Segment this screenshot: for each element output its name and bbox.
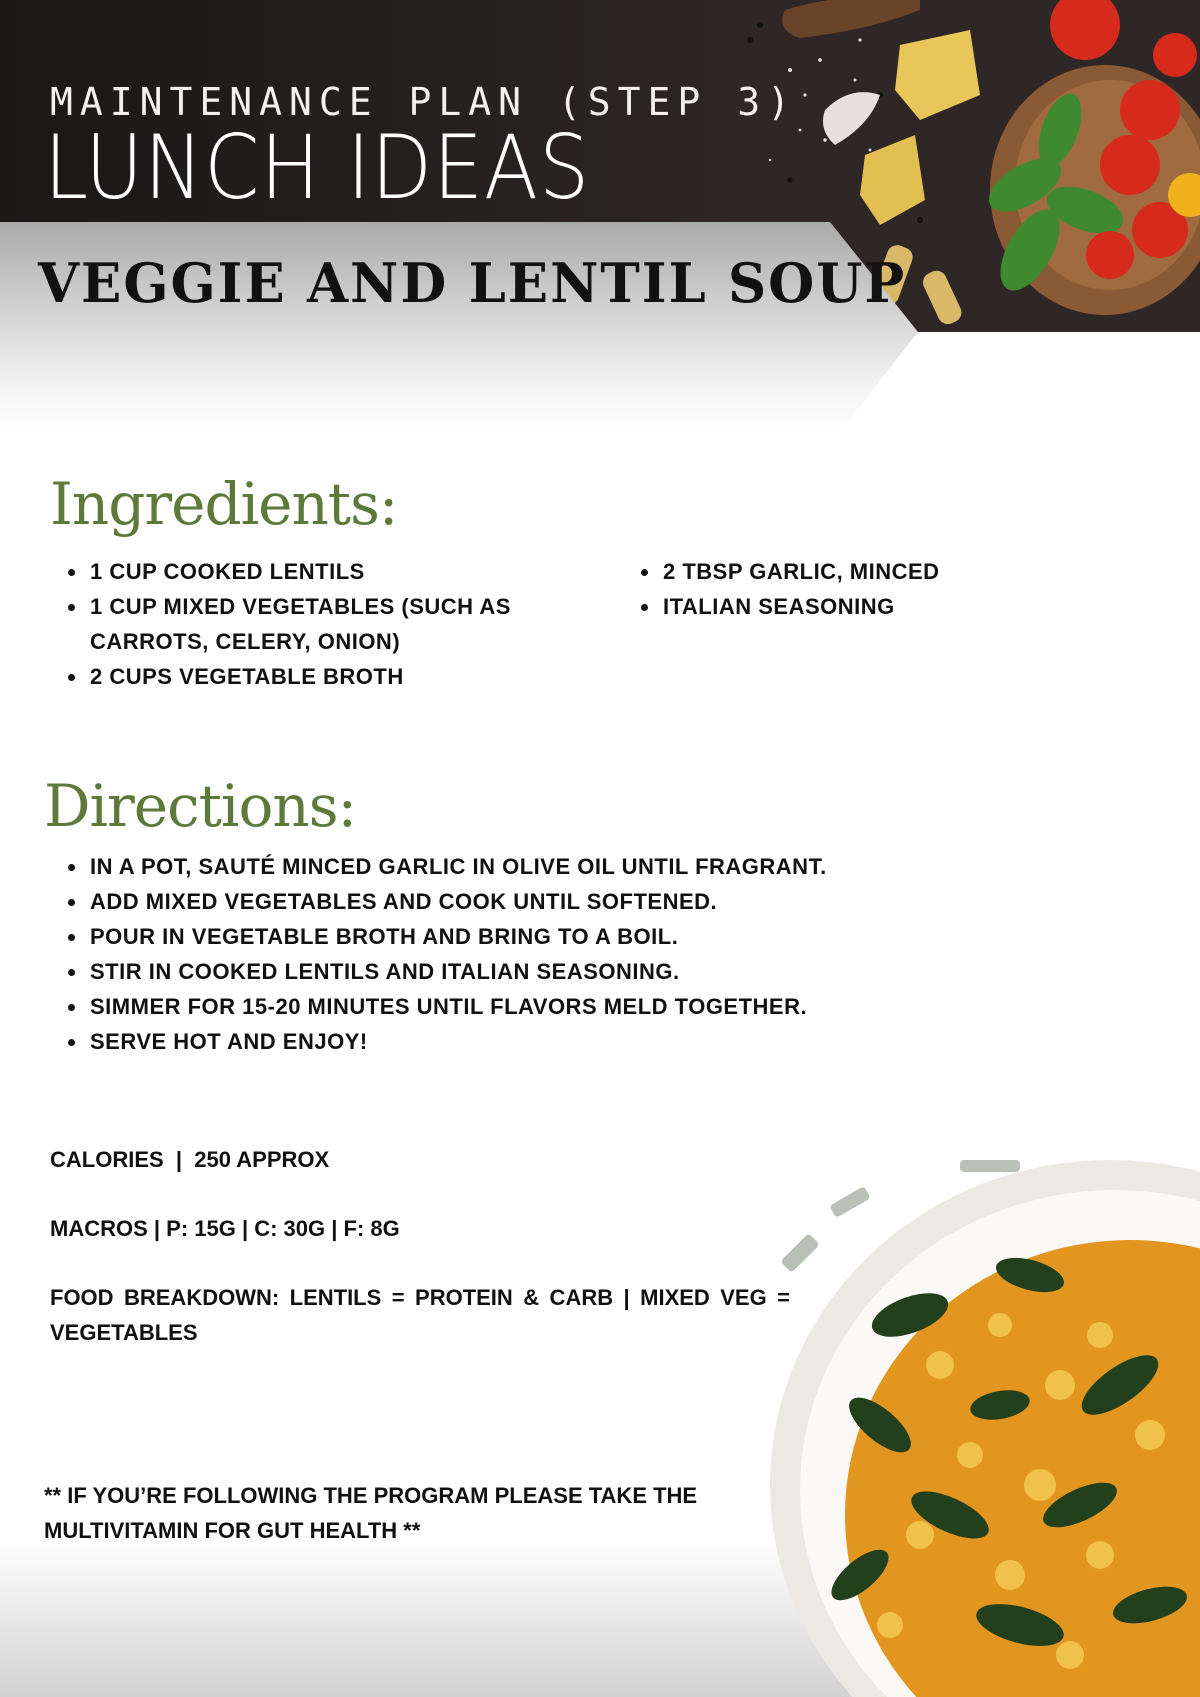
direction-step: • SIMMER FOR 15-20 MINUTES UNTIL FLAVORS MELD TOGETHER. [88,989,948,1024]
direction-step: • IN A POT, SAUTÉ MINCED GARLIC IN OLIVE OIL UNTIL FRAGRANT. [88,849,948,884]
direction-step: • POUR IN VEGETABLE BROTH AND BRING TO A BOIL. [88,919,948,954]
ingredient-item: • 1 CUP COOKED LENTILS [88,554,593,589]
ingredients-list-left [48,554,593,694]
lentil-soup-bowl-photo [770,1155,1200,1697]
direction-step: • SERVE HOT AND ENJOY! [88,1024,948,1059]
ingredient-item: • ITALIAN SEASONING [661,589,1081,624]
ingredient-item: • 2 CUPS VEGETABLE BROTH [88,659,593,694]
directions-heading: Directions: [44,772,357,840]
direction-step: • STIR IN COOKED LENTILS AND ITALIAN SEASONING. [88,954,948,989]
multivitamin-note: ** IF YOU’RE FOLLOWING THE PROGRAM PLEASE TAKE THE MULTIVITAMIN FOR GUT HEALTH ** [44,1483,698,1543]
macros-line: MACROS | P: 15G | C: 30G | F: 8G [50,1216,400,1241]
plan-supertitle: MAINTENANCE PLAN (STEP 3) [50,80,797,124]
food-breakdown-line: FOOD BREAKDOWN: LENTILS = PROTEIN & CARB | MIXED VEG = VEGETABLES [50,1285,790,1345]
ingredient-item: • 2 TBSP GARLIC, MINCED [661,554,1081,589]
recipe-title: VEGGIE AND LENTIL SOUP [38,251,907,315]
directions-list [48,849,948,1059]
calories-line: CALORIES | 250 APPROX [50,1147,330,1172]
ingredients-list-right [621,554,1081,624]
ingredient-item: • 1 CUP MIXED VEGETABLES (SUCH AS CARROTS, CELERY, ONION) [88,589,593,659]
ingredients-heading: Ingredients: [50,470,398,538]
page-title: LUNCH IDEAS [44,116,591,219]
direction-step: • ADD MIXED VEGETABLES AND COOK UNTIL SOFTENED. [88,884,948,919]
